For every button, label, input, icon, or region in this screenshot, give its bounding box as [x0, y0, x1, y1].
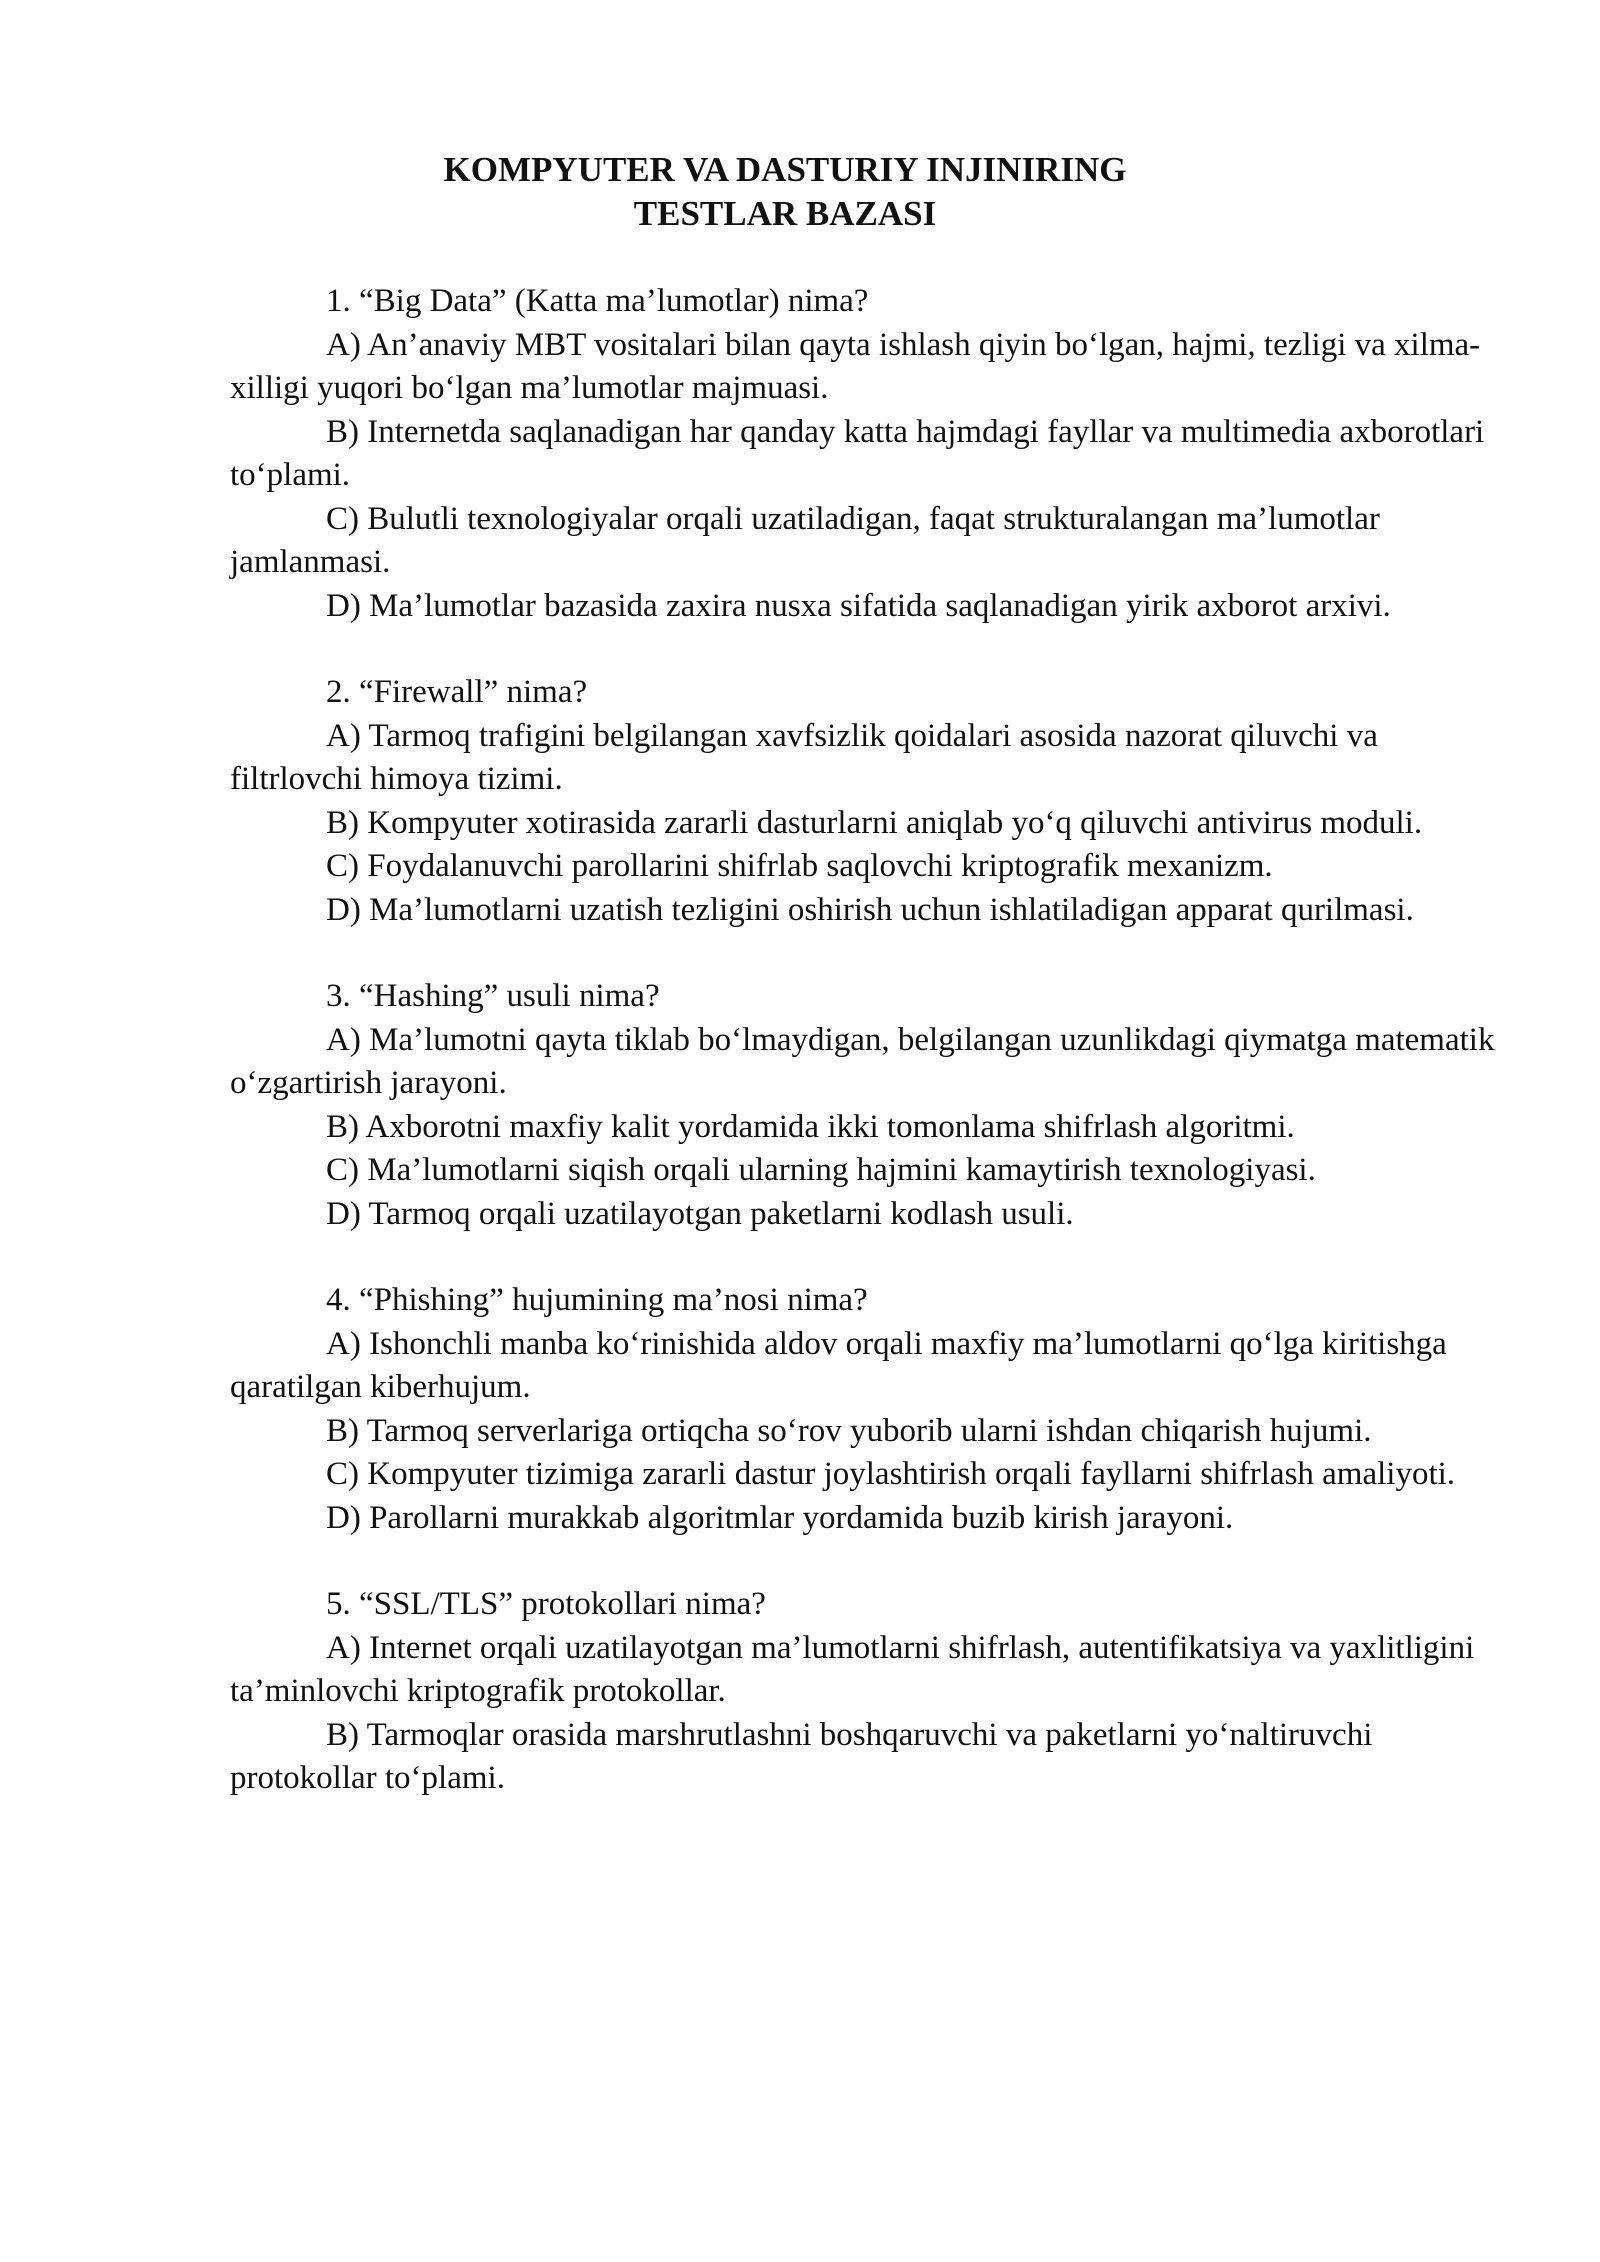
document-header	[230, 148, 1500, 236]
answer-option-a: A) An’anaviy MBT vositalari bilan qayta ishlash qiyin bo‘lgan, hajmi, tezligi va xilma-xilligi yuqori bo‘lgan ma’lumotlar majmuasi.	[230, 326, 1481, 406]
question-text: 5. “SSL/TLS” protokollari nima?	[326, 1586, 766, 1622]
question-text: 1. “Big Data” (Katta ma’lumotlar) nima?	[326, 283, 869, 319]
answer-option-c: C) Kompyuter tizimiga zararli dastur joylashtirish orqali fayllarni shifrlash amaliyoti.	[326, 1456, 1456, 1492]
answer-option-c: C) Bulutli texnologiyalar orqali uzatiladigan, faqat strukturalangan ma’lumotlar jamlanmasi.	[230, 500, 1380, 580]
document-title-line-1: KOMPYUTER VA DASTURIY INJINIRING	[443, 150, 1127, 189]
answer-option-b: B) Kompyuter xotirasida zararli dasturlarni aniqlab yo‘q qiluvchi antivirus moduli.	[326, 804, 1423, 841]
answer-option-c: C) Foydalanuvchi parollarini shifrlab saqlovchi kriptografik mexanizm.	[326, 848, 1273, 884]
document-title-line-2: TESTLAR BAZASI	[633, 194, 937, 233]
answer-option-b: B) Tarmoq serverlariga ortiqcha so‘rov yuborib ularni ishdan chiqarish hujumi.	[326, 1412, 1372, 1449]
document-page	[230, 148, 1500, 1844]
answer-option-d: D) Parollarni murakkab algoritmlar yordamida buzib kirish jarayoni.	[326, 1499, 1234, 1536]
answer-option-a: A) Ishonchli manba ko‘rinishida aldov orqali maxfiy ma’lumotlarni qo‘lga kiritishga qaratilgan kiberhujum.	[230, 1325, 1447, 1405]
answer-option-a: A) Tarmoq trafigini belgilangan xavfsizlik qoidalari asosida nazorat qiluvchi va filtrlovchi himoya tizimi.	[230, 717, 1378, 797]
answer-option-a: A) Ma’lumotni qayta tiklab bo‘lmaydigan, belgilangan uzunlikdagi qiymatga matematik o‘zgartirish jarayoni.	[230, 1021, 1495, 1101]
answer-option-d: D) Ma’lumotlarni uzatish tezligini oshirish uchun ishlatiladigan apparat qurilmasi.	[326, 891, 1414, 928]
answer-option-c: C) Ma’lumotlarni siqish orqali ularning hajmini kamaytirish texnologiyasi.	[326, 1152, 1316, 1188]
answer-option-d: D) Tarmoq orqali uzatilayotgan paketlarni kodlash usuli.	[326, 1195, 1074, 1232]
question-text: 2. “Firewall” nima?	[326, 674, 588, 710]
question-5	[230, 1583, 1500, 1801]
question-4	[230, 1279, 1500, 1540]
question-2	[230, 671, 1500, 932]
answer-option-d: D) Ma’lumotlar bazasida zaxira nusxa sifatida saqlanadigan yirik axborot arxivi.	[326, 587, 1391, 624]
answer-option-b: B) Internetda saqlanadigan har qanday katta hajmdagi fayllar va multimedia axborotlari to‘plami.	[230, 413, 1485, 493]
question-1	[230, 280, 1500, 628]
answer-option-b: B) Tarmoqlar orasida marshrutlashni boshqaruvchi va paketlarni yo‘naltiruvchi protokollar to‘plami.	[230, 1716, 1373, 1796]
answer-option-b: B) Axborotni maxfiy kalit yordamida ikki tomonlama shifrlash algoritmi.	[326, 1108, 1295, 1145]
question-3	[230, 975, 1500, 1236]
answer-option-a: A) Internet orqali uzatilayotgan ma’lumotlarni shifrlash, autentifikatsiya va yaxlitligini ta’minlovchi kriptografik protokollar.	[230, 1629, 1475, 1709]
question-text: 4. “Phishing” hujumining ma’nosi nima?	[326, 1282, 868, 1318]
question-text: 3. “Hashing” usuli nima?	[326, 978, 660, 1014]
